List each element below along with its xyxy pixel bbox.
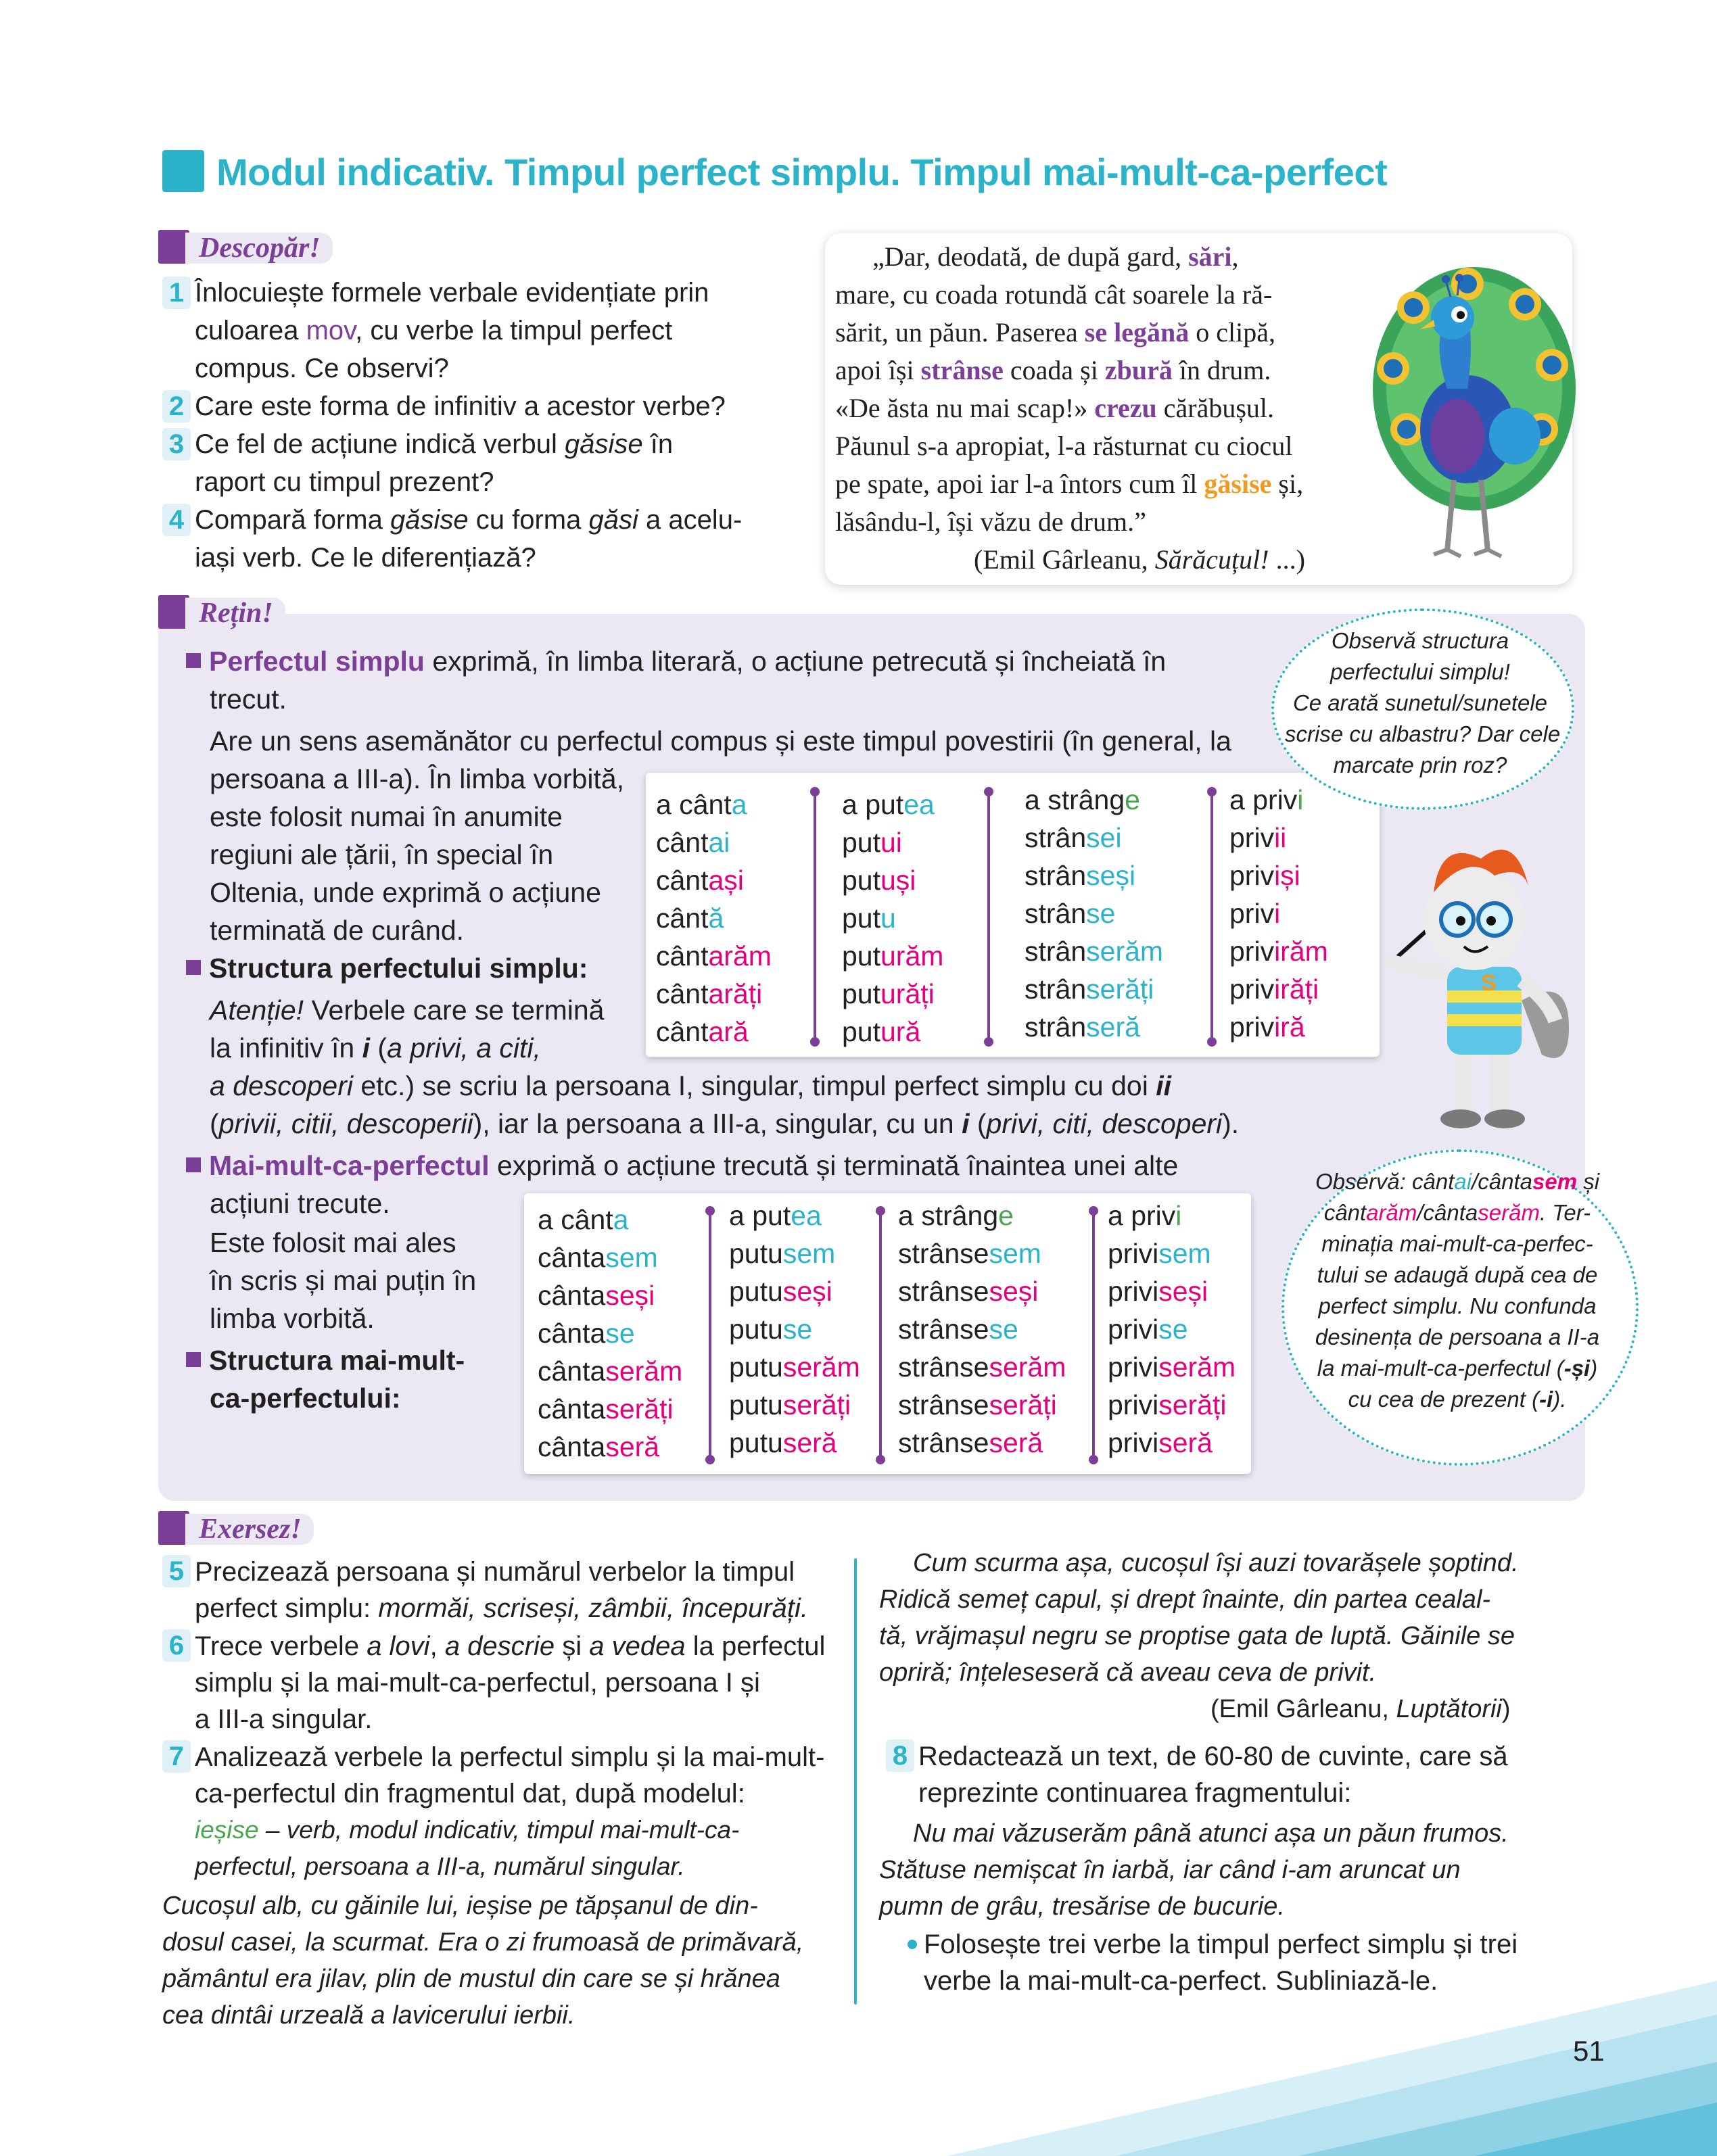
retin-line: la infinitiv în i (a privi, a citi, (210, 1032, 541, 1063)
quote-line: mare, cu coada rotundă cât soarele la ră- (835, 279, 1273, 310)
conj-form: strânseseră (898, 1427, 1043, 1458)
retin-line: (privii, citii, descoperii), iar la persoana a III-a, singular, cu un i (privi, citi, descoperi). (210, 1108, 1240, 1139)
question-number: 7 (162, 1740, 191, 1773)
conj-infinitive: a strânge (1025, 784, 1140, 815)
question-text: iași verb. Ce le diferențiază? (195, 543, 536, 573)
conj-form: strânseși (1025, 860, 1136, 891)
conj-form: cântase (538, 1318, 635, 1349)
exersez-left-column (162, 1554, 839, 2030)
title-marker (162, 150, 204, 192)
section-retin-header (158, 595, 361, 631)
conj-form: cântară (656, 1016, 749, 1047)
question-text: Înlocuiește formele verbale evidențiate prin (195, 278, 709, 308)
retin-line: limba vorbită. (210, 1303, 375, 1334)
conj-form: strânsesem (898, 1238, 1041, 1269)
question-text: Ce fel de acțiune indică verbul găsise în (195, 429, 674, 459)
conj-form: strânseră (1025, 1011, 1140, 1043)
conj-infinitive: a cânta (656, 789, 747, 820)
exercise-text: Folosește trei verbe la timpul perfect simplu și trei (924, 1930, 1518, 1959)
conj-form: privii (1229, 822, 1287, 853)
conj-form: strânserăți (1025, 974, 1154, 1005)
conj-column-privi (1229, 781, 1328, 1046)
fragment-text: Cum scurma așa, cucoșul își auzi tovarășele șoptind. (913, 1549, 1519, 1577)
quote-line: lăsându-l, își văzu de drum.” (835, 506, 1146, 537)
retin-line: Structura mai-mult- (186, 1341, 465, 1379)
conj-infinitive: a strânge (898, 1200, 1014, 1231)
exercise-text: Analizează verbele la perfectul simplu și la mai-mult- (195, 1742, 825, 1772)
conj-column-cânta (656, 786, 772, 1051)
conj-form: cântarăți (656, 978, 763, 1009)
conj-form: putuși (842, 865, 916, 896)
exercise-text: ca-perfectul din fragmentul dat, după modelul: (195, 1779, 745, 1808)
question-text: Compară forma găsise cu forma găsi a acelu- (195, 505, 743, 535)
conj-form: putuserăm (729, 1351, 860, 1383)
exercise-text: a III-a singular. (195, 1704, 373, 1734)
question-number: 1 (162, 277, 191, 309)
retin-line: Structura perfectului simplu: (186, 949, 588, 987)
column-divider (987, 791, 990, 1043)
conj-form: privirăm (1229, 936, 1328, 967)
fragment-text: pumn de grâu, tresărise de bucurie. (879, 1892, 1285, 1921)
question-number: 5 (162, 1555, 191, 1587)
conj-form: strânsei (1025, 822, 1122, 853)
conj-infinitive: a privi (1108, 1200, 1182, 1231)
quote-source: (Emil Gârleanu, Sărăcuțul! ...) (974, 544, 1305, 575)
retin-line: în scris și mai puțin în (210, 1265, 477, 1296)
fragment-text: tă, vrăjmașul negru se proptise gata de luptă. Găinile se (879, 1622, 1515, 1650)
exercise-text: Trece verbele a lovi, a descrie și a vedea la perfectul (195, 1631, 826, 1661)
section-exersez-header (158, 1511, 361, 1548)
conj-infinitive: a cânta (538, 1204, 629, 1235)
conj-form: putui (842, 827, 902, 858)
fragment-source: (Emil Gârleanu, Luptătorii) (1210, 1695, 1511, 1723)
section-retin-label: Rețin! (185, 598, 285, 629)
descopar-questions (162, 274, 771, 578)
conj-form: cântă (656, 903, 724, 934)
retin-line: este folosit numai în anumite (210, 801, 563, 832)
peacock-illustration (1366, 247, 1576, 571)
fragment-text: Nu mai văzuserăm până atunci așa un păun frumos. (913, 1819, 1509, 1848)
column-divider (709, 1210, 711, 1460)
conj-form: strânseserăți (898, 1389, 1057, 1420)
exercise-text: ieșise – verb, modul indicativ, timpul mai-mult-ca- (195, 1816, 740, 1844)
fragment-text: Cucoșul alb, cu găinile lui, ieșise pe tăpșanul de din- (162, 1892, 758, 1920)
conj-form: cântai (656, 827, 730, 858)
conj-infinitive: a putea (842, 789, 935, 820)
exercise-text: verbe la mai-mult-ca-perfect. Subliniază-le. (924, 1966, 1438, 1996)
fragment-text: Ridică semeț capul, și drept înainte, din partea cealal- (879, 1585, 1491, 1614)
fragment-text: Stătuse nemișcat în iarbă, iar când i-am aruncat un (879, 1856, 1461, 1884)
quote-line: sărit, un păun. Paserea se legănă o clipă, (835, 317, 1275, 348)
section-exersez-label: Exersez! (185, 1514, 314, 1545)
svg-text:S: S (1481, 970, 1497, 996)
retin-line: Atenție! Verbele care se termină (210, 995, 605, 1026)
retin-line: Perfectul simplu exprimă, în limba literară, o acțiune petrecută și încheiată în (186, 642, 1166, 680)
mm-column-privi (1108, 1197, 1236, 1462)
fragment-text: pământul era jilav, plin de mustul din care se și hrănea (162, 1965, 780, 1993)
conj-form: privi (1229, 898, 1281, 929)
conj-column-putea (842, 786, 943, 1051)
conj-form: putuserăți (729, 1389, 851, 1420)
column-divider (879, 1210, 882, 1460)
conj-form: strânseseși (898, 1276, 1039, 1307)
section-descopar-label: Descopăr! (185, 233, 333, 264)
mm-column-cânta (538, 1201, 682, 1466)
column-divider (854, 1558, 857, 2005)
conj-form: priviși (1229, 860, 1300, 891)
conj-form: cântaserăm (538, 1356, 683, 1387)
retin-line: terminată de curând. (210, 915, 465, 946)
retin-line: regiuni ale țării, în special în (210, 839, 554, 870)
question-number: 6 (162, 1629, 191, 1662)
quote-line: „Dar, deodată, de după gard, sări, (872, 241, 1239, 272)
fragment-text: opriră; înțeleseseră că aveau ceva de privit. (879, 1658, 1377, 1687)
quote-line: «De ăsta nu mai scap!» crezu cărăbușul. (835, 393, 1275, 423)
mm-column-putea (729, 1197, 860, 1462)
conj-form: privise (1108, 1314, 1188, 1345)
conj-form: putuse (729, 1314, 813, 1345)
exercise-text: perfectul, persoana a III-a, numărul singular. (195, 1852, 685, 1880)
exercise-text: Redactează un text, de 60-80 de cuvinte, care să (918, 1742, 1508, 1771)
conj-form: priviră (1229, 1011, 1305, 1043)
column-divider (1210, 791, 1213, 1043)
mm-column-strânge (898, 1197, 1066, 1462)
exercise-text: simplu și la mai-mult-ca-perfectul, persoana I și (195, 1668, 760, 1698)
bubble-text: Observă: cântai/cântasem și cântarăm/cântaserăm. Ter- minația mai-mult-ca-perfec- tului se adaugă după cea de perfect simplu. Nu confunda desinența de persoana a II-a la mai-mult-ca-perfectul (-și) cu cea de prezent (-i). (1315, 1169, 1600, 1412)
conj-form: putu (842, 903, 896, 934)
fragment-text: dosul casei, la scurmat. Era o zi frumoasă de primăvară, (162, 1928, 804, 1957)
conj-form: cântaseră (538, 1431, 660, 1462)
column-divider (814, 791, 816, 1043)
conj-form: strânserăm (1025, 936, 1164, 967)
bullet-square (186, 653, 201, 668)
question-number: 8 (886, 1740, 914, 1772)
conj-form: strânseserăm (898, 1351, 1066, 1383)
conj-form: cântaseși (538, 1280, 655, 1311)
conj-form: putuseși (729, 1276, 832, 1307)
conj-form: cântași (656, 865, 744, 896)
retin-line: Este folosit mai ales (210, 1227, 456, 1258)
conj-infinitive: a privi (1229, 784, 1304, 815)
conj-form: cântasem (538, 1242, 658, 1273)
conj-form: priviserăm (1108, 1351, 1236, 1383)
conj-column-strânge (1025, 781, 1163, 1046)
bullet-square (186, 1352, 201, 1367)
retin-line: Are un sens asemănător cu perfectul compus și este timpul povestirii (în general, la (210, 725, 1231, 757)
conj-form: strânsese (898, 1314, 1018, 1345)
conj-form: strânse (1025, 898, 1116, 929)
question-text: raport cu timpul prezent? (195, 467, 494, 497)
question-text: compus. Ce observi? (195, 354, 449, 383)
quote-line: Păunul s-a apropiat, l-a răsturnat cu ciocul (835, 431, 1293, 461)
conj-form: puturăți (842, 978, 935, 1009)
section-descopar-header (158, 230, 429, 266)
bullet-dot (908, 1940, 917, 1949)
retin-line: ca-perfectului: (210, 1383, 401, 1414)
fragment-text: cea dintâi urzeală a lavicerului ierbii. (162, 2001, 575, 2030)
retin-line: Mai-mult-ca-perfectul exprimă o acțiune trecută și terminată înaintea unei alte (186, 1147, 1178, 1184)
bullet-square (186, 960, 201, 975)
question-number: 4 (162, 504, 191, 536)
column-divider (1092, 1210, 1095, 1460)
conj-form: priviseși (1108, 1276, 1208, 1307)
bubble-text: Observă structura perfectului simplu! Ce arată sunetul/sunetele scrise cu albastru? Dar cele marcate prin roz? (1285, 628, 1561, 777)
retin-line: trecut. (210, 684, 287, 715)
question-number: 3 (162, 428, 191, 460)
retin-line: persoana a III-a). În limba vorbită, (210, 763, 625, 794)
conj-form: putură (842, 1016, 921, 1047)
conj-form: privirăți (1229, 974, 1319, 1005)
conj-form: putusem (729, 1238, 836, 1269)
quote-line: apoi își strânse coada și zbură în drum. (835, 355, 1271, 385)
exercise-text: perfect simplu: mormăi, scriseși, zâmbii, începurăți. (195, 1594, 808, 1623)
conj-form: cântarăm (656, 940, 772, 972)
page-title: Modul indicativ. Timpul perfect simplu. Timpul mai-mult-ca-perfect (216, 151, 1388, 193)
exercise-text: Precizează persoana și numărul verbelor la timpul (195, 1557, 795, 1587)
conj-form: privisem (1108, 1238, 1211, 1269)
question-number: 2 (162, 390, 191, 423)
bullet-square (186, 1157, 201, 1172)
cat-character-illustration (1366, 811, 1582, 1149)
question-text: culoarea mov, cu verbe la timpul perfect (195, 316, 673, 345)
conj-form: priviserăți (1108, 1389, 1227, 1420)
retin-line: acțiuni trecute. (210, 1188, 390, 1219)
question-text: Care este forma de infinitiv a acestor verbe? (195, 391, 726, 421)
conj-form: cântaserăți (538, 1393, 674, 1424)
conj-infinitive: a putea (729, 1200, 822, 1231)
conj-form: putuseră (729, 1427, 837, 1458)
exercise-text: reprezinte continuarea fragmentului: (918, 1778, 1352, 1808)
retin-line: a descoperi etc.) se scriu la persoana I, singular, timpul perfect simplu cu doi ii (210, 1070, 1172, 1101)
page-number: 51 (1573, 2035, 1605, 2067)
conj-form: puturăm (842, 940, 944, 972)
quote-line: pe spate, apoi iar l-a întors cum îl găsise și, (835, 469, 1304, 499)
retin-line: Oltenia, unde exprimă o acțiune (210, 877, 601, 908)
conj-form: priviseră (1108, 1427, 1213, 1458)
